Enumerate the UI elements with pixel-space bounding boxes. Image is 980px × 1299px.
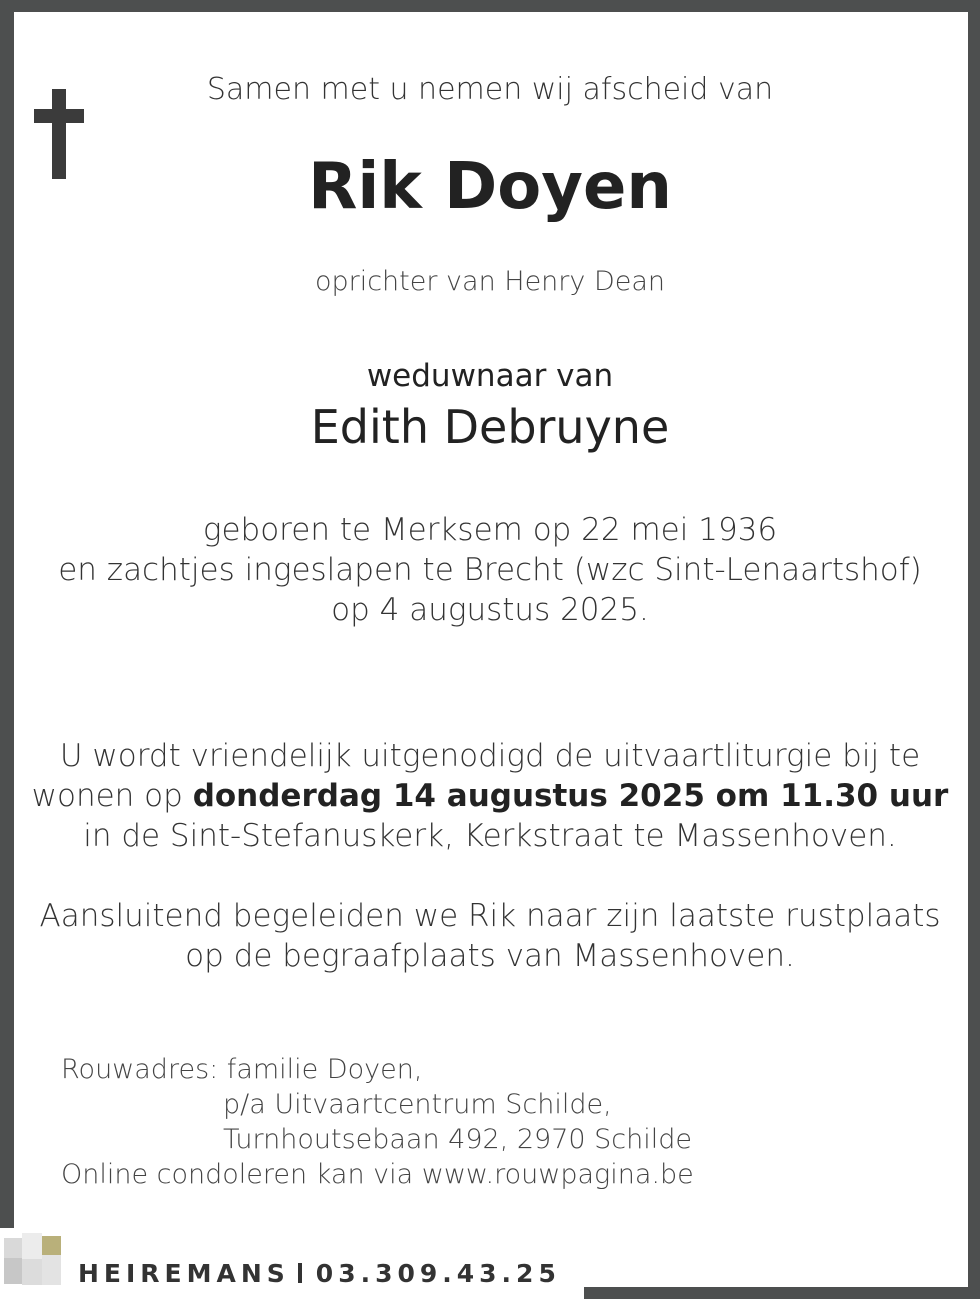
- birth-death-details: [0, 510, 980, 630]
- deceased-subtitle: oprichter van Henry Dean: [314, 266, 666, 297]
- mourning-address-label: Rouwadres: familie Doyen,: [61, 1054, 423, 1085]
- invite-line-1: U wordt vriendelijk uitgenodigd de uitvaartliturgie bij te: [59, 738, 921, 774]
- brand-phone: 03.309.43.25: [315, 1259, 561, 1288]
- heiremans-logo-icon: [0, 1233, 62, 1291]
- burial-details: [0, 896, 980, 976]
- mourning-address-line-2: p/a Uitvaartcentrum Schilde,: [223, 1089, 612, 1120]
- invite-line-3: in de Sint-Stefanuskerk, Kerkstraat te Massenhoven.: [83, 818, 897, 854]
- deceased-name: Rik Doyen: [308, 150, 672, 224]
- widow-label: weduwnaar van: [366, 358, 614, 394]
- spouse-name: Edith Debruyne: [310, 400, 670, 454]
- intro-text: Samen met u nemen wij afscheid van: [206, 72, 774, 107]
- frame-bottom: [584, 1287, 980, 1299]
- birth-line: geboren te Merksem op 22 mei 1936: [202, 512, 778, 548]
- brand-name: HEIREMANS: [78, 1259, 290, 1288]
- funeral-invitation: [0, 736, 980, 856]
- funeral-datetime: donderdag 14 augustus 2025 om 11.30 uur: [192, 778, 949, 814]
- frame-top: [0, 0, 980, 12]
- death-date-line: op 4 augustus 2025.: [331, 592, 649, 628]
- burial-line-2: op de begraafplaats van Massenhoven.: [185, 938, 795, 974]
- invite-line-2-prefix: wonen op: [31, 778, 193, 814]
- brand-separator: [298, 1263, 302, 1283]
- death-line: en zachtjes ingeslapen te Brecht (wzc Sint-Lenaartshof): [58, 552, 922, 588]
- online-condolence-text: Online condoleren kan via www.rouwpagina.be: [61, 1159, 694, 1190]
- burial-line-1: Aansluitend begeleiden we Rik naar zijn laatste rustplaats: [39, 898, 941, 934]
- funeral-home-brand: [78, 1259, 561, 1288]
- mourning-address-line-3: Turnhoutsebaan 492, 2970 Schilde: [223, 1124, 693, 1155]
- invite-line-2: [0, 776, 980, 816]
